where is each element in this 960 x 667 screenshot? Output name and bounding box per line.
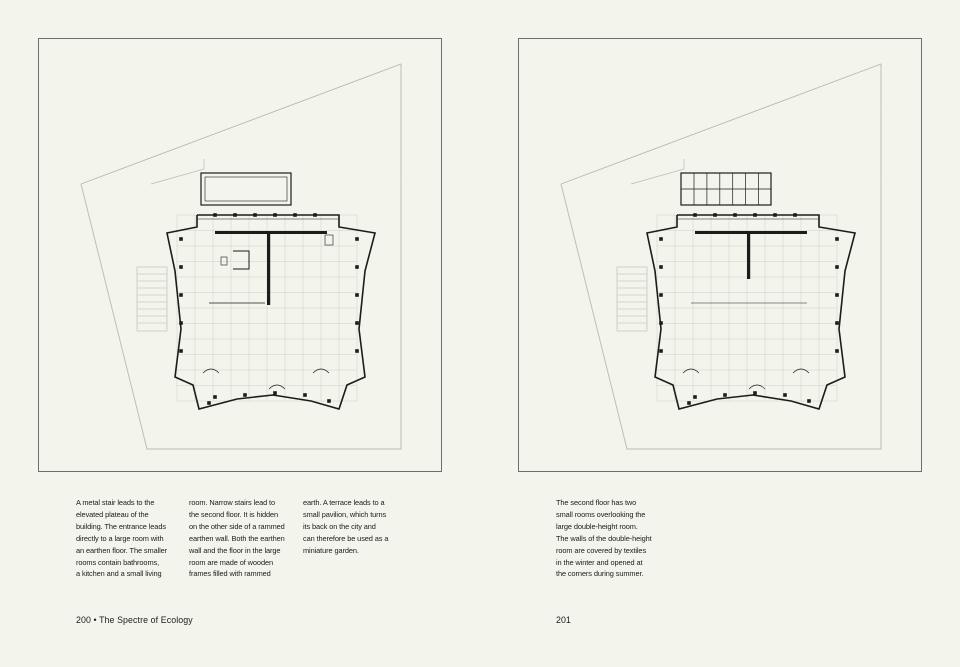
structural-post: [659, 237, 663, 241]
site-boundary-inner: [631, 159, 684, 184]
structural-post: [723, 393, 727, 397]
structural-post: [659, 265, 663, 269]
building-outline: [167, 215, 375, 409]
structural-post: [327, 399, 331, 403]
structural-post: [179, 237, 183, 241]
fixture: [325, 235, 333, 245]
structural-post: [355, 265, 359, 269]
floor-plan-second-floor: [518, 38, 922, 472]
structural-post: [783, 393, 787, 397]
body-text-column-1: A metal stair leads to the elevated plateau of the building. The entrance leads directly to a large room with an earthen floor. The smaller rooms contain bathrooms, a kitchen and a small living: [76, 498, 168, 579]
structural-post: [807, 399, 811, 403]
door-swing: [203, 369, 219, 373]
structural-post: [793, 213, 797, 217]
building-outline: [647, 215, 855, 409]
structural-post: [313, 213, 317, 217]
structural-post: [693, 395, 697, 399]
structural-post: [213, 213, 217, 217]
structural-post: [303, 393, 307, 397]
structural-post: [293, 213, 297, 217]
structural-post: [207, 401, 211, 405]
floor-plan-second-floor-icon: [519, 39, 921, 471]
external-stair: [137, 267, 167, 331]
structural-post: [835, 293, 839, 297]
structural-post: [733, 213, 737, 217]
earthen-wall-vertical: [747, 231, 750, 279]
structural-post: [243, 393, 247, 397]
pavilion-inner: [205, 177, 287, 201]
structural-post: [835, 349, 839, 353]
structural-post: [659, 293, 663, 297]
earthen-wall-vertical: [267, 231, 270, 305]
bathroom-walls: [233, 251, 249, 269]
floor-plan-ground-floor: [38, 38, 442, 472]
page-folio-left: 200 • The Spectre of Ecology: [76, 615, 193, 625]
structural-post: [687, 401, 691, 405]
fixture: [221, 257, 227, 265]
structural-post: [179, 349, 183, 353]
structural-post: [213, 395, 217, 399]
site-boundary: [561, 64, 881, 449]
structural-post: [693, 213, 697, 217]
structural-post: [179, 293, 183, 297]
structural-post: [355, 293, 359, 297]
structural-post: [753, 213, 757, 217]
structural-post: [233, 213, 237, 217]
structural-post: [659, 349, 663, 353]
structural-post: [273, 391, 277, 395]
door-swing: [683, 369, 699, 373]
floor-plan-ground-floor-icon: [39, 39, 441, 471]
structural-post: [835, 321, 839, 325]
body-text-column-right: The second floor has two small rooms overlooking the large double-height room. The walls of the double-height room are covered by textiles in the winter and opened at the corners during summer.: [556, 498, 652, 579]
structural-post: [253, 213, 257, 217]
site-boundary-inner: [151, 159, 204, 184]
structural-post: [713, 213, 717, 217]
structural-post: [179, 265, 183, 269]
body-text-column-3: earth. A terrace leads to a small pavilion, which turns its back on the city and can therefore be used as a miniature garden.: [303, 498, 389, 555]
structural-post: [835, 237, 839, 241]
structural-post: [179, 321, 183, 325]
structural-post: [355, 349, 359, 353]
structural-post: [659, 321, 663, 325]
structural-post: [355, 237, 359, 241]
structural-post: [355, 321, 359, 325]
structural-post: [773, 213, 777, 217]
body-text-column-2: room. Narrow stairs lead to the second floor. It is hidden on the other side of a rammed earthen wall. Both the earthen wall and the floor in the large room are made of wooden frames filled with rammed: [189, 498, 285, 579]
external-stair: [617, 267, 647, 331]
structural-post: [273, 213, 277, 217]
site-boundary: [81, 64, 401, 449]
earthen-wall-horizontal: [695, 231, 807, 234]
structural-post: [753, 391, 757, 395]
pavilion: [201, 173, 291, 205]
page-folio-right: 201: [556, 615, 571, 625]
earthen-wall-horizontal: [215, 231, 327, 234]
structural-post: [835, 265, 839, 269]
